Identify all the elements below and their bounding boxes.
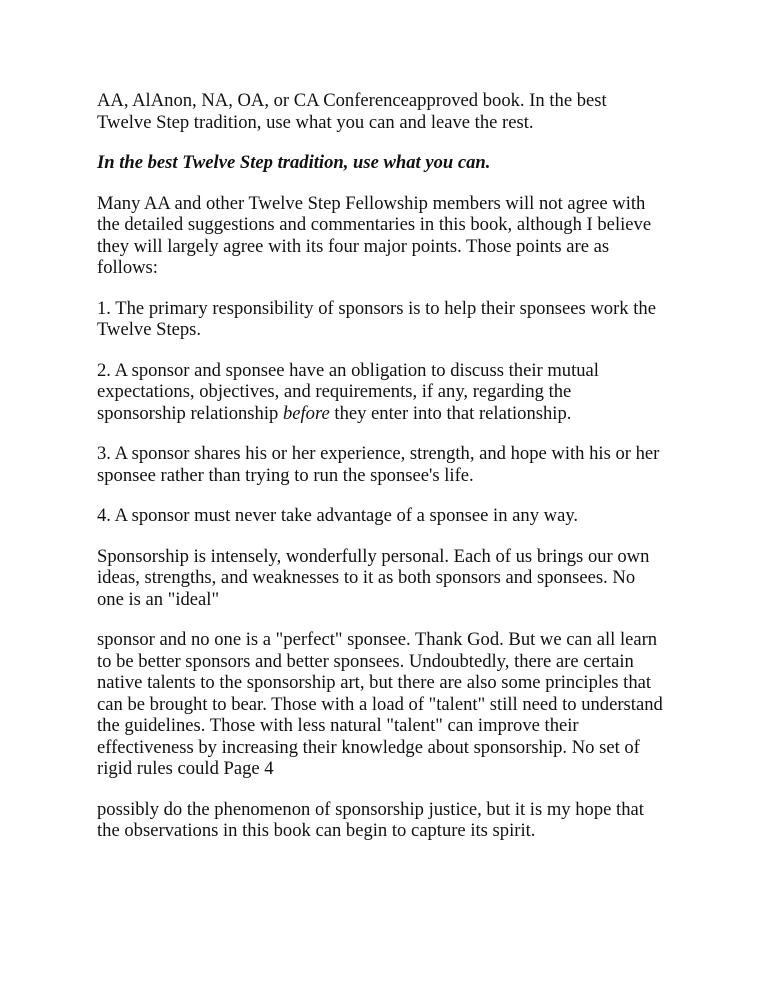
body-paragraph: Many AA and other Twelve Step Fellowship members will not agree with the detailed suggestions and commentaries in this book, although I believe they will largely agree with its four major points. Those points are as follows: — [97, 192, 652, 278]
body-paragraph: sponsor and no one is a "perfect" sponsee. Thank God. But we can all learn to be better sponsors and better sponsees. Undoubtedly, there are certain native talents to the sponsorship art, but there are also some principles that can be brought to bear. Those with a load of "talent" still need to understand the guidelines. Those with less natural "talent" can improve their effectiveness by increasing their knowledge about sponsorship. No set of rigid rules could Page 4 — [97, 629, 663, 779]
point-2 — [97, 360, 677, 425]
point-1: 1. The primary responsibility of sponsors is to help their sponsees work the Twelve Steps. — [97, 297, 656, 340]
point-4: 4. A sponsor must never take advantage of a sponsee in any way. — [97, 505, 579, 526]
section-heading: In the best Twelve Step tradition, use what you can. — [97, 152, 491, 173]
point-2-text-before: 2. A sponsor and sponsee have an obligation to discuss their mutual expectations, objectives, and requirements, if any, regarding the sponsorship relationship — [97, 359, 599, 424]
point-2-text-after: they enter into that relationship. — [329, 402, 572, 424]
point-2-emphasis: before — [282, 402, 330, 424]
body-paragraph: Sponsorship is intensely, wonderfully personal. Each of us brings our own ideas, strengths, and weaknesses to it as both sponsors and sponsees. No one is an "ideal" — [97, 545, 650, 610]
intro-paragraph: AA, AlAnon, NA, OA, or CA Conferenceapproved book. In the best Twelve Step tradition, use what you can and leave the rest. — [97, 90, 607, 133]
body-paragraph: possibly do the phenomenon of sponsorship justice, but it is my hope that the observations in this book can begin to capture its spirit. — [97, 798, 644, 841]
point-3: 3. A sponsor shares his or her experience, strength, and hope with his or her sponsee rather than trying to run the sponsee's life. — [97, 443, 660, 486]
document-page — [97, 90, 677, 861]
